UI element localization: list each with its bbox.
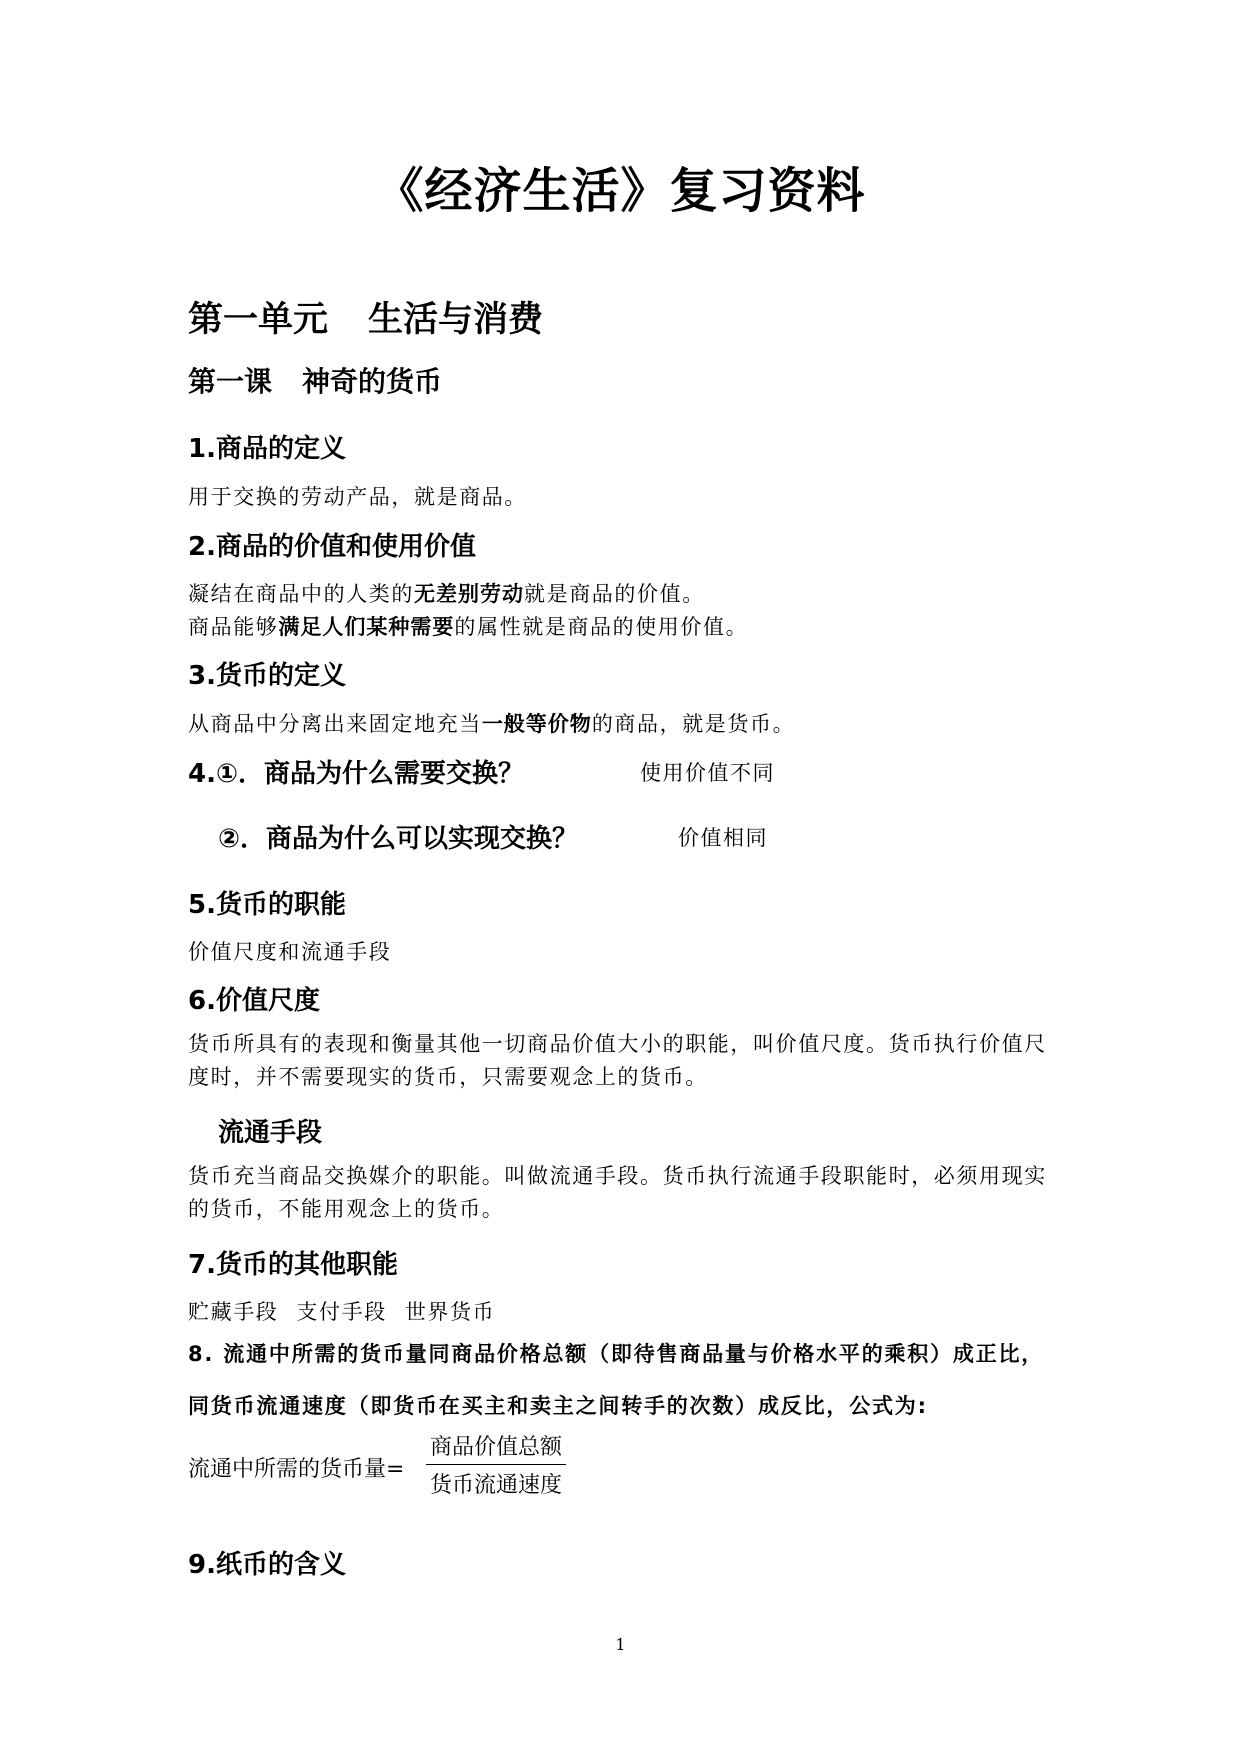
lesson-name: 神奇的货币 — [302, 365, 443, 398]
lesson-heading — [188, 360, 442, 400]
section-2-heading: 2.商品的价值和使用价值 — [188, 532, 476, 562]
use-value-def-post: 的属性就是商品的使用价值。 — [454, 615, 749, 639]
section-5-heading: 5.货币的职能 — [188, 890, 346, 920]
money-def-pre: 从商品中分离出来固定地充当 — [188, 712, 482, 736]
section-4-answer-1: 使用价值不同 — [640, 761, 775, 785]
section-4-question-2: ②．商品为什么可以实现交换？ — [218, 824, 579, 854]
use-value-def-pre: 商品能够 — [188, 615, 279, 639]
unit-heading — [188, 292, 543, 342]
section-1-text: 用于交换的劳动产品，就是商品。 — [188, 485, 527, 509]
formula-numerator: 商品价值总额 — [426, 1430, 566, 1465]
use-value-def-bold: 满足人们某种需要 — [278, 615, 455, 639]
unit-label: 第一单元 — [188, 300, 329, 340]
money-def-post: 的商品，就是货币。 — [591, 712, 796, 736]
section-4-answer-2: 价值相同 — [678, 826, 768, 850]
document-title: 《经济生活》复习资料 — [375, 163, 866, 219]
section-2-line-1 — [188, 578, 705, 608]
section-7-item: 贮藏手段 — [188, 1300, 279, 1324]
section-3-heading: 3.货币的定义 — [188, 661, 346, 691]
formula-fraction — [426, 1430, 566, 1499]
section-1-heading: 1.商品的定义 — [188, 434, 346, 464]
section-3-text — [188, 708, 795, 738]
value-def-post: 就是商品的价值。 — [524, 582, 705, 606]
section-6-text: 货币所具有的表现和衡量其他一切商品价值大小的职能，叫价值尺度。货币执行价值尺度时，并不需要现实的货币，只需要观念上的货币。 — [188, 1032, 1047, 1089]
formula-denominator: 货币流通速度 — [430, 1473, 563, 1498]
page-number: 1 — [615, 1635, 626, 1654]
formula-label: 流通中所需的货币量= — [188, 1457, 405, 1482]
section-7-item: 世界货币 — [404, 1300, 496, 1324]
section-7-item: 支付手段 — [296, 1300, 387, 1324]
section-6-sub-heading: 流通手段 — [218, 1118, 323, 1148]
section-6-sub-text: 货币充当商品交换媒介的职能。叫做流通手段。货币执行流通手段职能时，必须用现实的货币，不能用观念上的货币。 — [188, 1164, 1047, 1221]
value-def-bold: 无差别劳动 — [414, 582, 524, 606]
section-6-heading: 6.价值尺度 — [188, 986, 320, 1016]
section-4-question-1: 4.①．商品为什么需要交换？ — [188, 759, 524, 789]
lesson-label: 第一课 — [188, 365, 273, 398]
section-9-heading: 9.纸币的含义 — [188, 1550, 346, 1580]
section-8-text: 8. 流通中所需的货币量同商品价格总额（即待售商品量与价格水平的乘积）成正比，同货币流通速度（即货币在买主和卖主之间转手的次数）成反比，公式为: — [188, 1342, 1045, 1418]
unit-name: 生活与消费 — [368, 300, 544, 340]
section-7-heading: 7.货币的其他职能 — [188, 1250, 398, 1280]
section-2-line-2 — [188, 611, 748, 641]
section-5-text: 价值尺度和流通手段 — [188, 940, 392, 964]
section-7-items — [188, 1296, 495, 1326]
value-def-pre: 凝结在商品中的人类的 — [188, 582, 414, 606]
money-def-bold: 一般等价物 — [481, 712, 592, 736]
